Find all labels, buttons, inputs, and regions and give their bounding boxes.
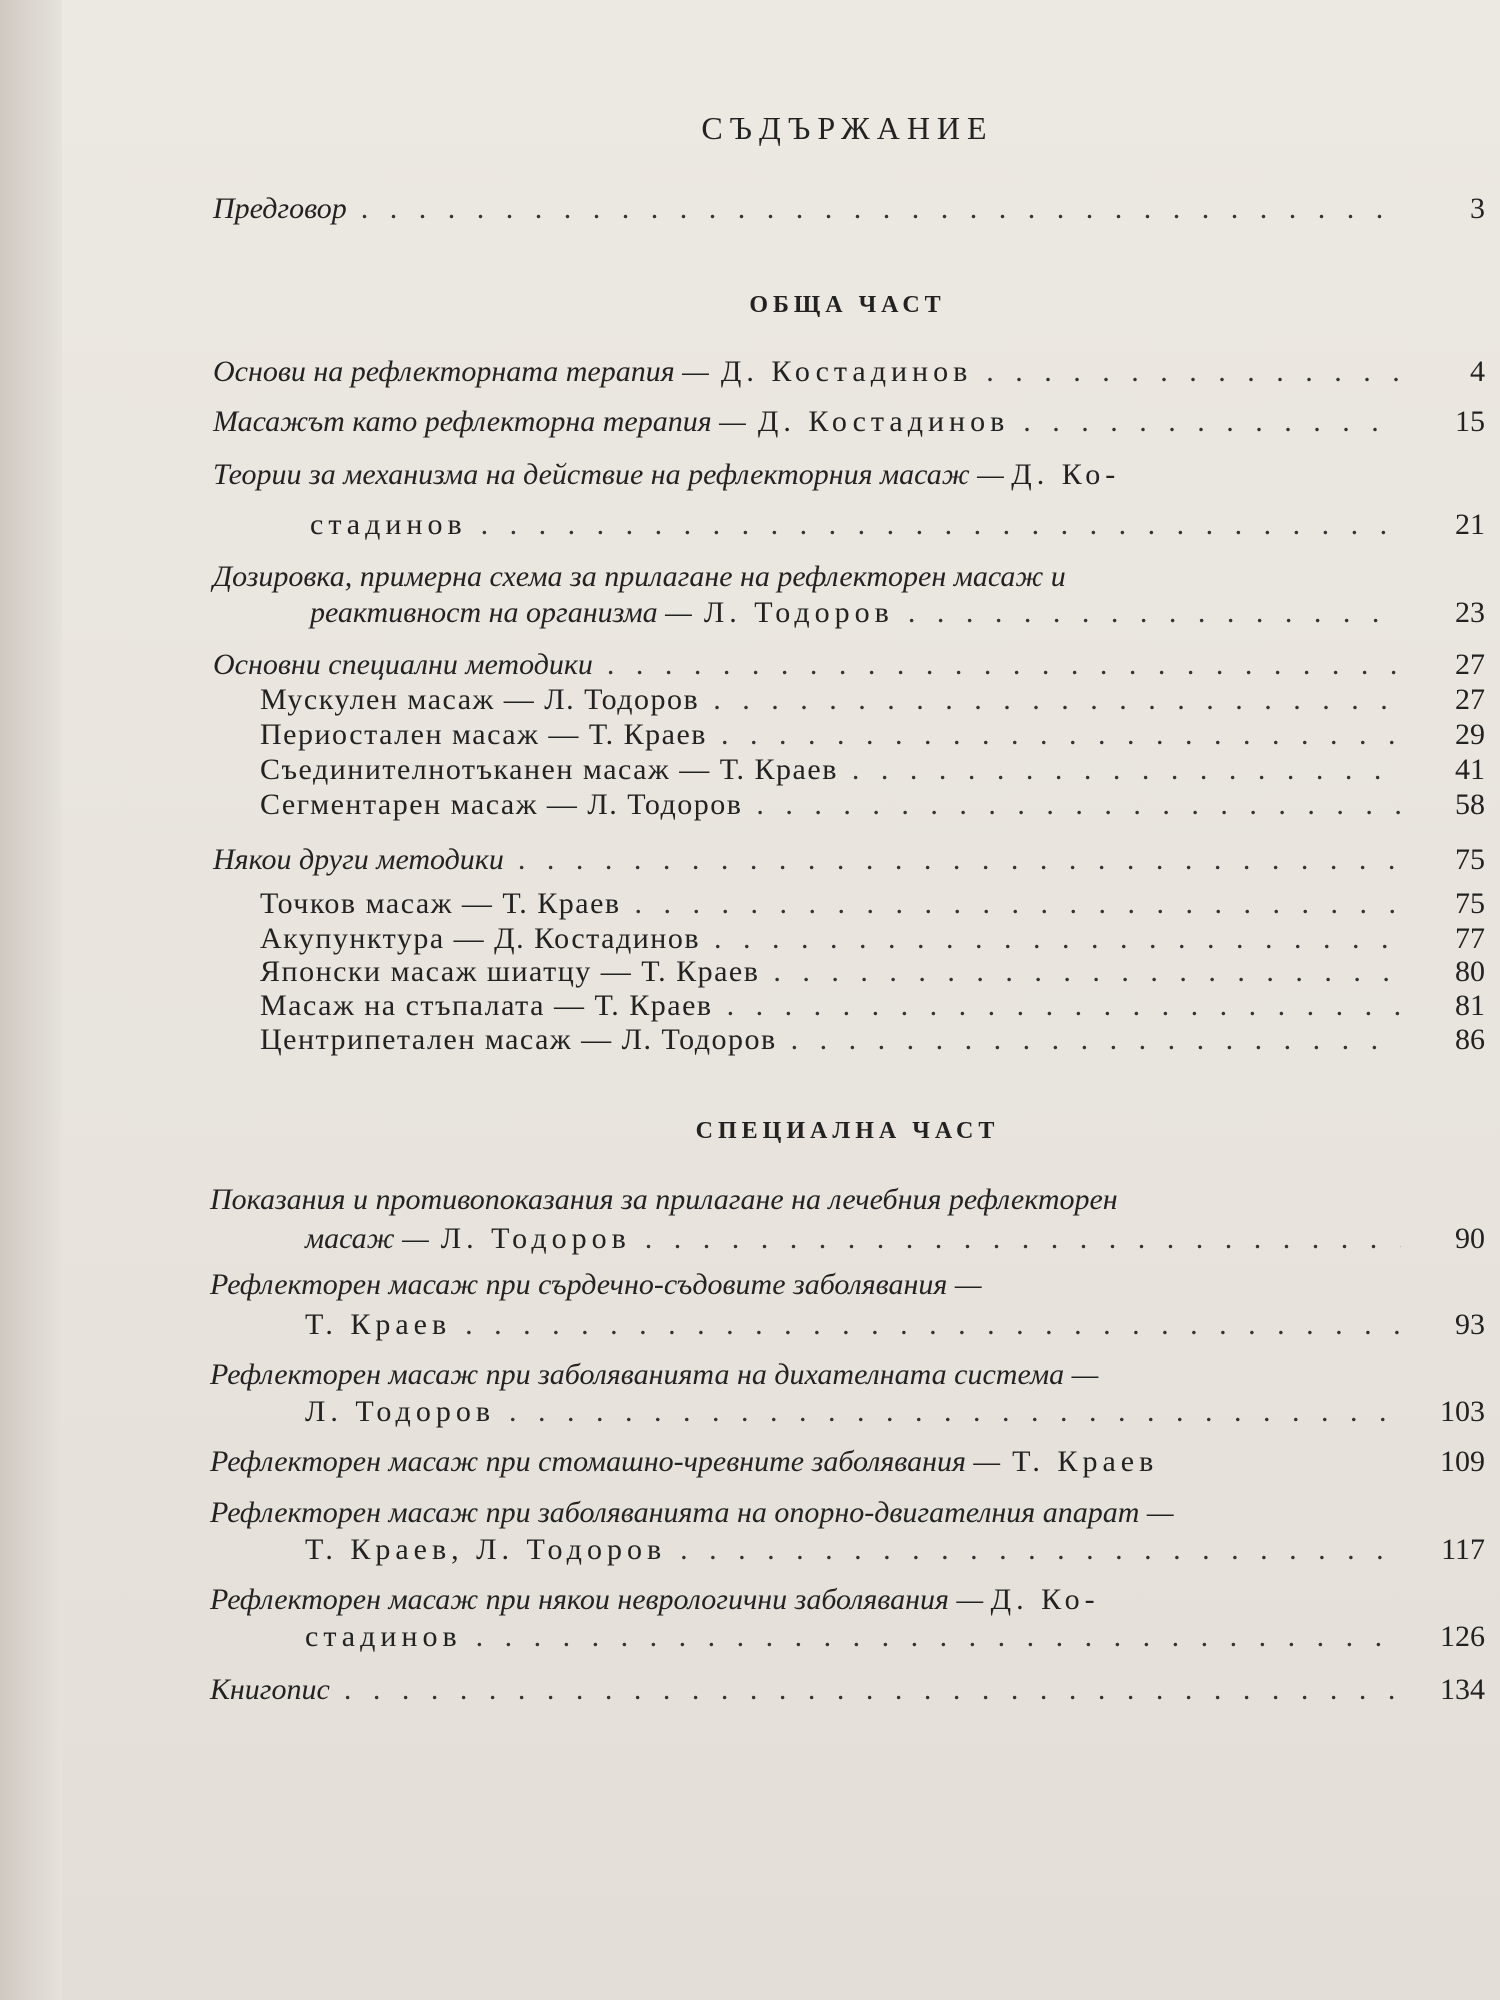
entry-label: Показания и противопоказания за прилагане на лечебния рефлекторен <box>210 1183 1118 1216</box>
dot-leader <box>756 788 1401 822</box>
page-number: 27 <box>1455 648 1485 681</box>
entry-label: Масажът като рефлекторна терапия — <box>213 405 746 438</box>
page-number: 21 <box>1455 508 1485 541</box>
entry-label: реактивност на организма — <box>310 596 692 629</box>
entry-author: стадинов <box>305 1620 462 1653</box>
toc-subentry <box>260 922 1485 956</box>
page-number: 27 <box>1455 683 1485 716</box>
toc-entry-bibliography <box>210 1673 1485 1707</box>
toc-subentry <box>260 718 1485 752</box>
entry-label: Основи на рефлекторната терапия — <box>213 355 709 388</box>
page-number: 58 <box>1455 788 1485 821</box>
entry-label: Точков масаж — Т. Краев <box>260 887 621 920</box>
page-number: 90 <box>1455 1222 1485 1255</box>
page-number: 103 <box>1440 1395 1485 1428</box>
dot-leader <box>481 508 1401 542</box>
entry-label: Акупунктура — Д. Костадинов <box>260 922 701 955</box>
page-number: 4 <box>1470 355 1485 388</box>
entry-author: Т. Краев <box>305 1308 452 1341</box>
page-number: 86 <box>1455 1023 1485 1056</box>
toc-entry <box>305 1308 1485 1342</box>
entry-label: Японски масаж шиатцу — Т. Краев <box>260 955 760 988</box>
toc-entry <box>213 405 1485 439</box>
page-number: 15 <box>1455 405 1485 438</box>
page-number: 23 <box>1455 596 1485 629</box>
entry-author: Д. Костадинов <box>757 405 1010 438</box>
toc-entry <box>213 355 1485 389</box>
toc-entry-line <box>210 1358 1098 1392</box>
section-heading-general: ОБЩА ЧАСТ <box>749 292 946 318</box>
toc-subentry <box>260 753 1485 787</box>
entry-label: Мускулен масаж — Л. Тодоров <box>260 683 700 716</box>
dot-leader <box>361 192 1401 226</box>
page-number: 93 <box>1455 1308 1485 1341</box>
entry-author: Л. Тодоров <box>440 1222 631 1255</box>
page-number: 75 <box>1455 843 1485 876</box>
entry-author: Т. Краев, Л. Тодоров <box>305 1533 667 1566</box>
section-heading-special: СПЕЦИАЛНА ЧАСТ <box>695 1118 1000 1144</box>
dot-leader <box>986 355 1401 389</box>
entry-author: Т. Краев <box>1012 1445 1159 1478</box>
entry-label: Рефлекторен масаж при заболяванията на дихателната система — <box>210 1358 1099 1391</box>
page-number: 134 <box>1440 1673 1485 1706</box>
toc-entry <box>305 1533 1485 1567</box>
dot-leader <box>713 683 1401 717</box>
page-number: 81 <box>1455 989 1485 1022</box>
dot-leader <box>509 1395 1401 1429</box>
dot-leader <box>607 648 1401 682</box>
dot-leader <box>721 718 1401 752</box>
toc-entry <box>305 1222 1485 1256</box>
toc-entry-line <box>210 1268 982 1302</box>
entry-label: Сегментарен масаж — Л. Тодоров <box>260 788 743 821</box>
toc-subentry <box>260 788 1485 822</box>
entry-label: Дозировка, примерна схема за прилагане на рефлекторен масаж и <box>213 560 1066 593</box>
dot-leader <box>714 922 1401 956</box>
entry-author: Д. Ко- <box>1011 458 1121 491</box>
entry-label: Теории за механизма на действие на рефлекторния масаж — <box>213 458 1004 491</box>
toc-subentry <box>260 989 1485 1023</box>
dot-leader <box>908 596 1401 630</box>
book-binding <box>0 0 63 2000</box>
entry-label: Центрипетален масаж — Л. Тодоров <box>260 1023 777 1056</box>
book-page <box>62 0 1500 2000</box>
dot-leader <box>727 989 1401 1023</box>
entry-author: стадинов <box>310 508 467 541</box>
page-number: 109 <box>1440 1445 1485 1478</box>
toc-entry <box>310 596 1485 630</box>
page-number: 80 <box>1455 955 1485 988</box>
dot-leader <box>773 955 1401 989</box>
page-number: 75 <box>1455 887 1485 920</box>
entry-author: Д. Костадинов <box>720 355 973 388</box>
entry-label: Рефлекторен масаж при заболяванията на опорно-двигателния апарат — <box>210 1496 1174 1529</box>
page-title: СЪДЪРЖАНИЕ <box>701 110 994 146</box>
entry-label: Рефлекторен масаж при стомашно-чревните заболявания — <box>210 1445 1001 1478</box>
toc-entry <box>213 843 1485 877</box>
page-number: 3 <box>1470 192 1485 225</box>
dot-leader <box>635 887 1401 921</box>
toc-entry-line <box>210 1496 1174 1530</box>
toc-entry <box>305 1620 1485 1654</box>
entry-label: масаж — <box>305 1222 429 1255</box>
toc-entry-line <box>213 458 1120 492</box>
dot-leader <box>1023 405 1401 439</box>
dot-leader <box>852 753 1401 787</box>
toc-subentry <box>260 955 1485 989</box>
entry-author: Л. Тодоров <box>305 1395 495 1428</box>
dot-leader <box>680 1533 1401 1567</box>
entry-author: Л. Тодоров <box>703 596 894 629</box>
dot-leader <box>518 843 1401 877</box>
entry-label: Книгопис <box>210 1673 330 1706</box>
entry-label: Рефлекторен масаж при сърдечно-съдовите заболявания — <box>210 1268 982 1301</box>
toc-entry <box>213 648 1485 682</box>
entry-label: Периостален масаж — Т. Краев <box>260 718 707 751</box>
toc-subentry <box>260 1023 1485 1057</box>
toc-entry-preface <box>213 192 1485 226</box>
toc-subentry <box>260 887 1485 921</box>
dot-leader <box>791 1023 1401 1057</box>
entry-label: Масаж на стъпалата — Т. Краев <box>260 989 713 1022</box>
page-number: 126 <box>1440 1620 1485 1653</box>
toc-entry <box>305 1395 1485 1429</box>
toc-subentry <box>260 683 1485 717</box>
toc-entry-line <box>213 560 1066 594</box>
page-number: 29 <box>1455 718 1485 751</box>
entry-label: Предговор <box>213 192 347 225</box>
toc-entry-line <box>210 1583 1100 1617</box>
entry-label: Съединителнотъканен масаж — Т. Краев <box>260 753 838 786</box>
entry-author: Д. Ко- <box>990 1583 1100 1616</box>
page-number: 117 <box>1441 1533 1485 1566</box>
entry-label: Някои други методики <box>213 843 504 876</box>
toc-entry <box>210 1445 1485 1479</box>
page-number: 77 <box>1455 922 1485 955</box>
entry-label: Рефлекторен масаж при някои неврологични заболявания — <box>210 1583 984 1616</box>
dot-leader <box>465 1308 1401 1342</box>
dot-leader <box>645 1222 1401 1256</box>
dot-leader <box>476 1620 1401 1654</box>
toc-entry <box>310 508 1485 542</box>
page-number: 41 <box>1455 753 1485 786</box>
dot-leader <box>344 1673 1401 1707</box>
entry-label: Основни специални методики <box>213 648 593 681</box>
toc-entry-line <box>210 1183 1118 1217</box>
